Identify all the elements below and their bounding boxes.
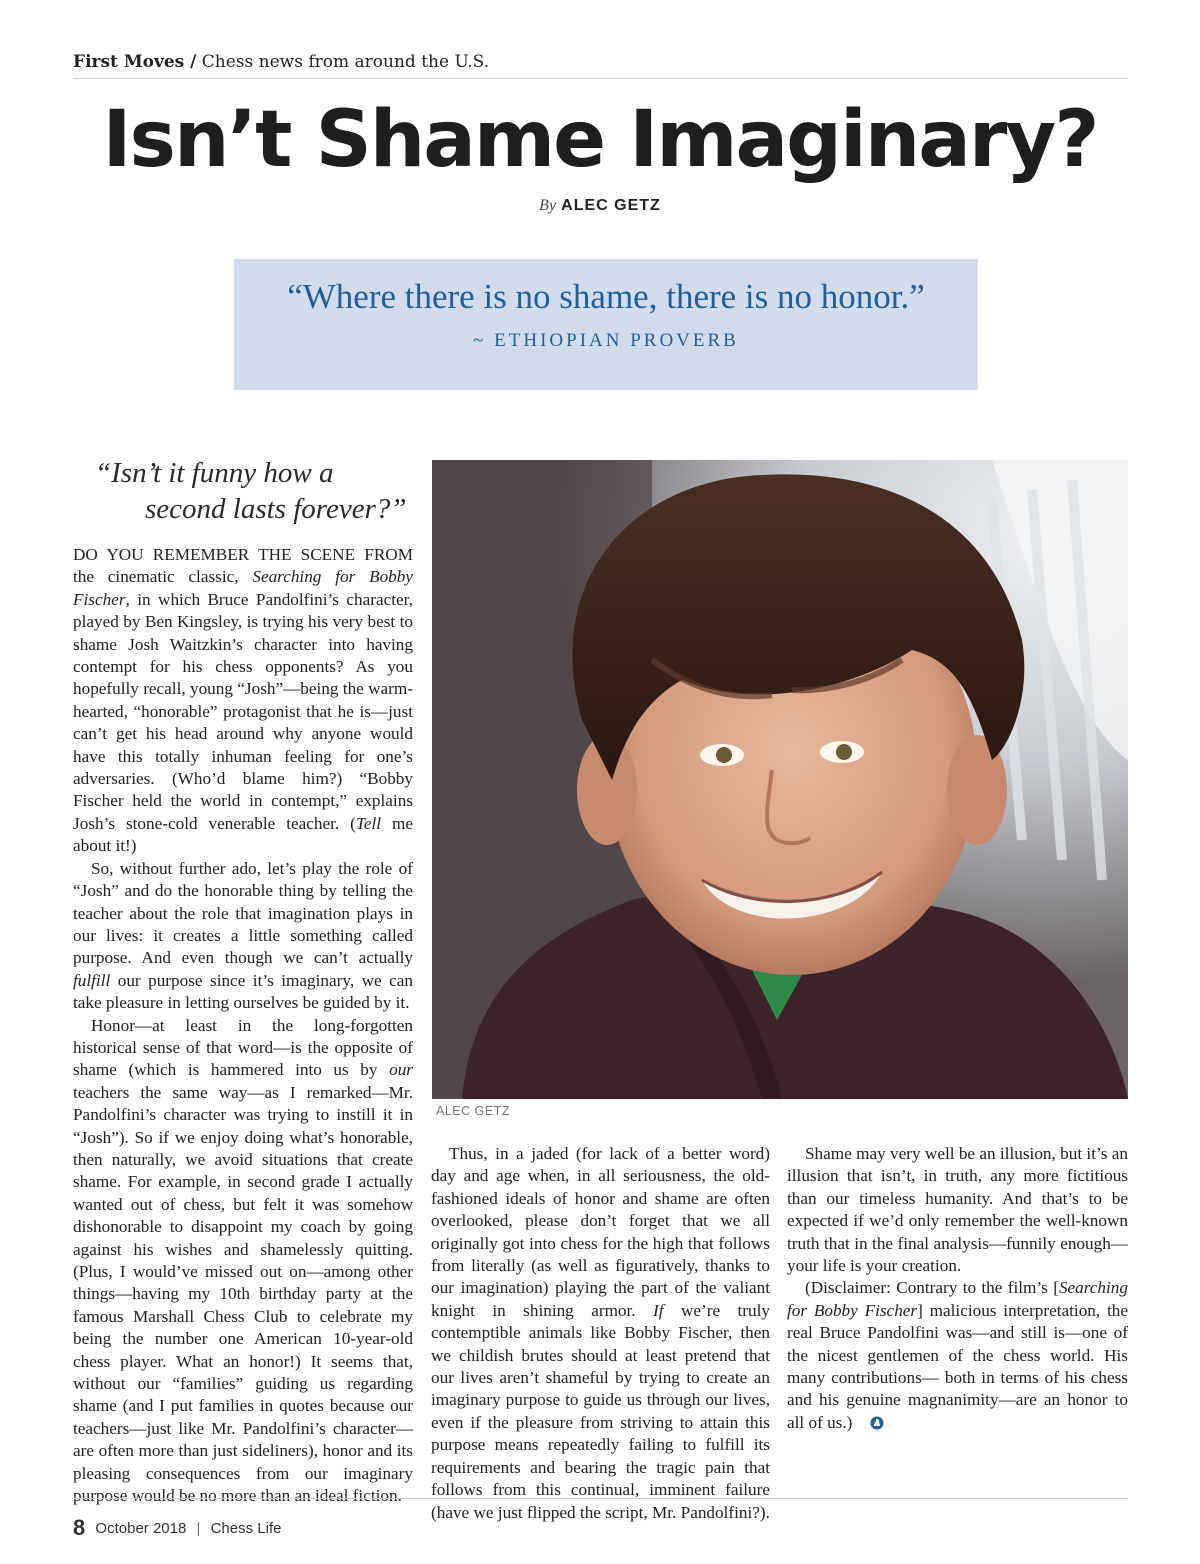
page-footer: [73, 1515, 281, 1541]
page-number: 8: [73, 1515, 86, 1540]
epigraph-box: [234, 259, 978, 390]
film-title: Searching for Bobby Fischer: [73, 567, 413, 609]
body-paragraph: DO YOU REMEMBER THE SCENE FROM the cinematic classic, Searching for Bobby Fischer, in which Bruce Pandolfini’s character, played by Ben Kingsley, is trying his very best to shame Josh Waitzkin’s character into having contempt for his chess opponents? As you hopefully recall, young “Josh”—being the warm-hearted, “honorable” protagonist that he is—just can’t get his head around why anyone would have this totally inhuman feeling for one’s adversaries. (Who’d blame him?) “Bobby Fischer held the world in contempt,” explains Josh’s stone-cold venerable teacher. (Tell me about it!): [73, 545, 413, 856]
byline: [0, 195, 1200, 215]
byline-author: ALEC GETZ: [561, 197, 661, 214]
pull-quote-line-2: second lasts forever?”: [145, 493, 407, 525]
body-paragraph: Thus, in a jaded (for lack of a better word) day and age when, in all seriousness, the old-fashioned ideals of honor and shame are often overlooked, please don’t forget that we all originally got into chess for the high that follows from literally (as well as figuratively, thanks to our imagination) playing the part of the valiant knight in shining armor. If we’re truly contemptible animals like Bobby Fischer, then we childish brutes should at least pretend that our lives aren’t shameful by trying to create an imaginary purpose to guide us through our lives, even if the pleasure from striving to attain this purpose means repeatedly failing to fulfill its requirements and bearing the tragic pain that follows from this continual, imminent failure (have we just flipped the script, Mr. Pandolfini?).: [431, 1144, 770, 1522]
body-paragraph: Shame may very well be an illusion, but it’s an illusion that isn’t, in truth, any more fictitious than our timeless humanity. And that’s to be expected if we’d only remember the well-known truth that in the final analysis—funnily enough—your life is your creation.: [787, 1144, 1128, 1276]
lead-in: DO YOU REMEMBER THE SCENE FROM: [73, 545, 413, 564]
footer-separator: |: [196, 1520, 201, 1537]
body-paragraph: (Disclaimer: Contrary to the film’s [Searching for Bobby Fischer] malicious interpretation, the real Bruce Pandolfini was—and still is—one of the nicest gentlemen of the chess world. His many contributions— both in terms of his chess and his genuine magnanimity—are an honor to all of us.): [787, 1277, 1128, 1436]
byline-by: By: [539, 197, 557, 214]
issue-date: October 2018: [95, 1520, 187, 1537]
section-kicker: [73, 52, 1128, 79]
epigraph-source: ~ ETHIOPIAN PROVERB: [473, 330, 739, 351]
portrait-illustration: [432, 460, 1128, 1099]
footer-divider: [73, 1498, 1128, 1499]
epigraph-quote: “Where there is no shame, there is no honor.”: [287, 277, 925, 316]
article-title: Isn’t Shame Imaginary?: [102, 95, 1098, 185]
body-paragraph: So, without further ado, let’s play the role of “Josh” and do the honorable thing by telling the teacher about the role that imagination plays in our lives: it creates a little something called purpose. And even though we can’t actually fulfill our purpose since it’s imaginary, we can take pleasure in letting ourselves be guided by it.: [73, 858, 413, 1013]
body-column-3: [787, 1143, 1128, 1436]
section-subtitle: Chess news from around the U.S.: [201, 52, 490, 72]
author-photo: [432, 460, 1128, 1099]
magazine-name: Chess Life: [210, 1520, 282, 1537]
pull-quote-line-1: “Isn’t it funny how a: [95, 457, 334, 489]
body-paragraph: Honor—at least in the long-forgotten historical sense of that word—is the opposite of shame (which is hammered into us by our teachers the same way—as I remarked—Mr. Pandolfini’s character was trying to instill it in “Josh”). So if we enjoy doing what’s honorable, then naturally, we avoid situations that create shame. For example, in second grade I actually wanted out of chess, but felt it was somehow dishonorable to disappoint my coach by going against his wishes and shamelessly quitting. (Plus, I would’ve missed out on—among other things—having my 10th birthday party at the famous Marshall Chess Club to celebrate my being the number one American 10-year-old chess player. What an honor!) It seems that, without our “families” guiding us regarding shame (and I put families in quotes because our teachers—just like Mr. Pandolfini’s character—are often more than just sideliners), honor and its pleasing consequences from our imaginary purpose would be no more than an ideal fiction.: [73, 1015, 413, 1506]
photo-credit: ALEC GETZ: [436, 1104, 510, 1118]
end-of-article-icon: [852, 1414, 884, 1436]
section-label: First Moves /: [73, 52, 197, 72]
body-column-1: [73, 544, 413, 1507]
body-column-2: [431, 1143, 770, 1524]
pull-quote: [73, 455, 413, 527]
